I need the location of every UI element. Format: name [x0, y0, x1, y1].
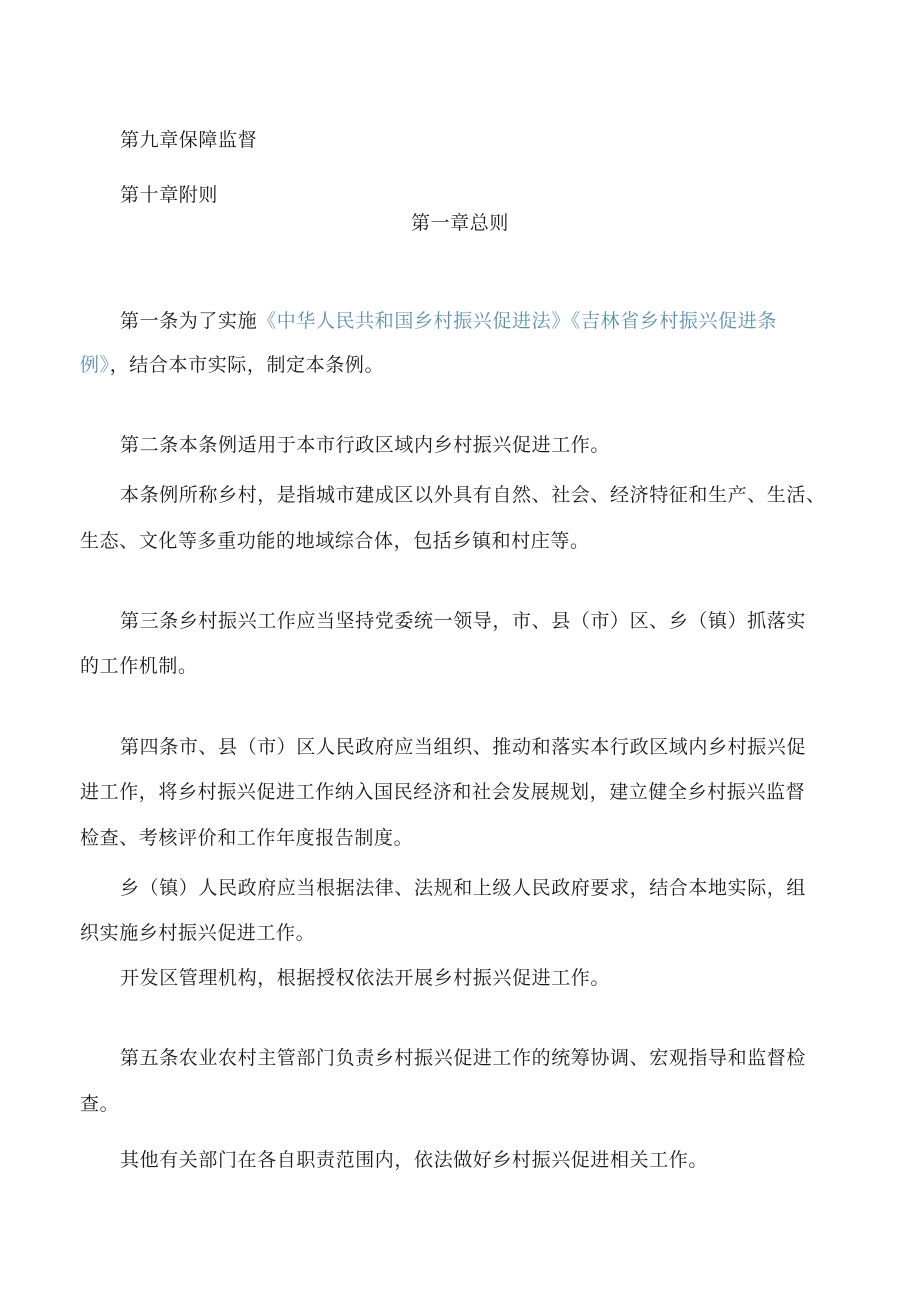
article-2-para-2-line-2: 生态、文化等多重功能的地域综合体，包括乡镇和村庄等。 — [80, 530, 590, 552]
article-4-para-2-line-2: 织实施乡村振兴促进工作。 — [80, 922, 316, 944]
article-3-line-1: 第三条乡村振兴工作应当坚持党委统一领导，市、县（市）区、乡（镇）抓落实 — [120, 610, 807, 632]
article-1-prefix: 第一条为了实施 — [120, 310, 258, 332]
article-5-para-2-line-1: 其他有关部门在各自职责范围内，依法做好乡村振兴促进相关工作。 — [120, 1149, 709, 1171]
article-2-para-2-line-1: 本条例所称乡村，是指城市建成区以外具有自然、社会、经济特征和生产、生活、 — [120, 484, 826, 506]
article-4-line-3: 检查、考核评价和工作年度报告制度。 — [80, 827, 414, 849]
toc-chapter-10[interactable]: 第十章附则 — [120, 184, 219, 206]
article-2-line-1: 第二条本条例适用于本市行政区域内乡村振兴促进工作。 — [120, 434, 611, 456]
law-link[interactable]: 《中华人民共和国乡村振兴促进法》 — [257, 310, 571, 332]
article-5-line-1: 第五条农业农村主管部门负责乡村振兴促进工作的统筹协调、宏观指导和监督检 — [120, 1047, 807, 1069]
article-3-line-2: 的工作机制。 — [80, 655, 198, 677]
chapter-title: 第一章总则 — [410, 212, 509, 234]
toc-chapter-9[interactable]: 第九章保障监督 — [120, 129, 258, 151]
article-4-line-1: 第四条市、县（市）区人民政府应当组织、推动和落实本行政区域内乡村振兴促 — [120, 736, 807, 758]
article-1-line-1 — [120, 309, 777, 333]
article-1-line-2 — [80, 353, 384, 377]
article-4-para-3-line-1: 开发区管理机构，根据授权依法开展乡村振兴促进工作。 — [120, 967, 611, 989]
regulation-link-continued[interactable]: 例》 — [80, 354, 110, 376]
article-1-suffix: ，结合本市实际，制定本条例。 — [109, 354, 385, 376]
article-5-line-2: 查。 — [80, 1093, 120, 1115]
regulation-link[interactable]: 《吉林省乡村振兴促进条 — [570, 310, 777, 332]
article-4-para-2-line-1: 乡（镇）人民政府应当根据法律、法规和上级人民政府要求，结合本地实际，组 — [120, 877, 807, 899]
article-4-line-2: 进工作，将乡村振兴促进工作纳入国民经济和社会发展规划，建立健全乡村振兴监督 — [80, 781, 806, 803]
